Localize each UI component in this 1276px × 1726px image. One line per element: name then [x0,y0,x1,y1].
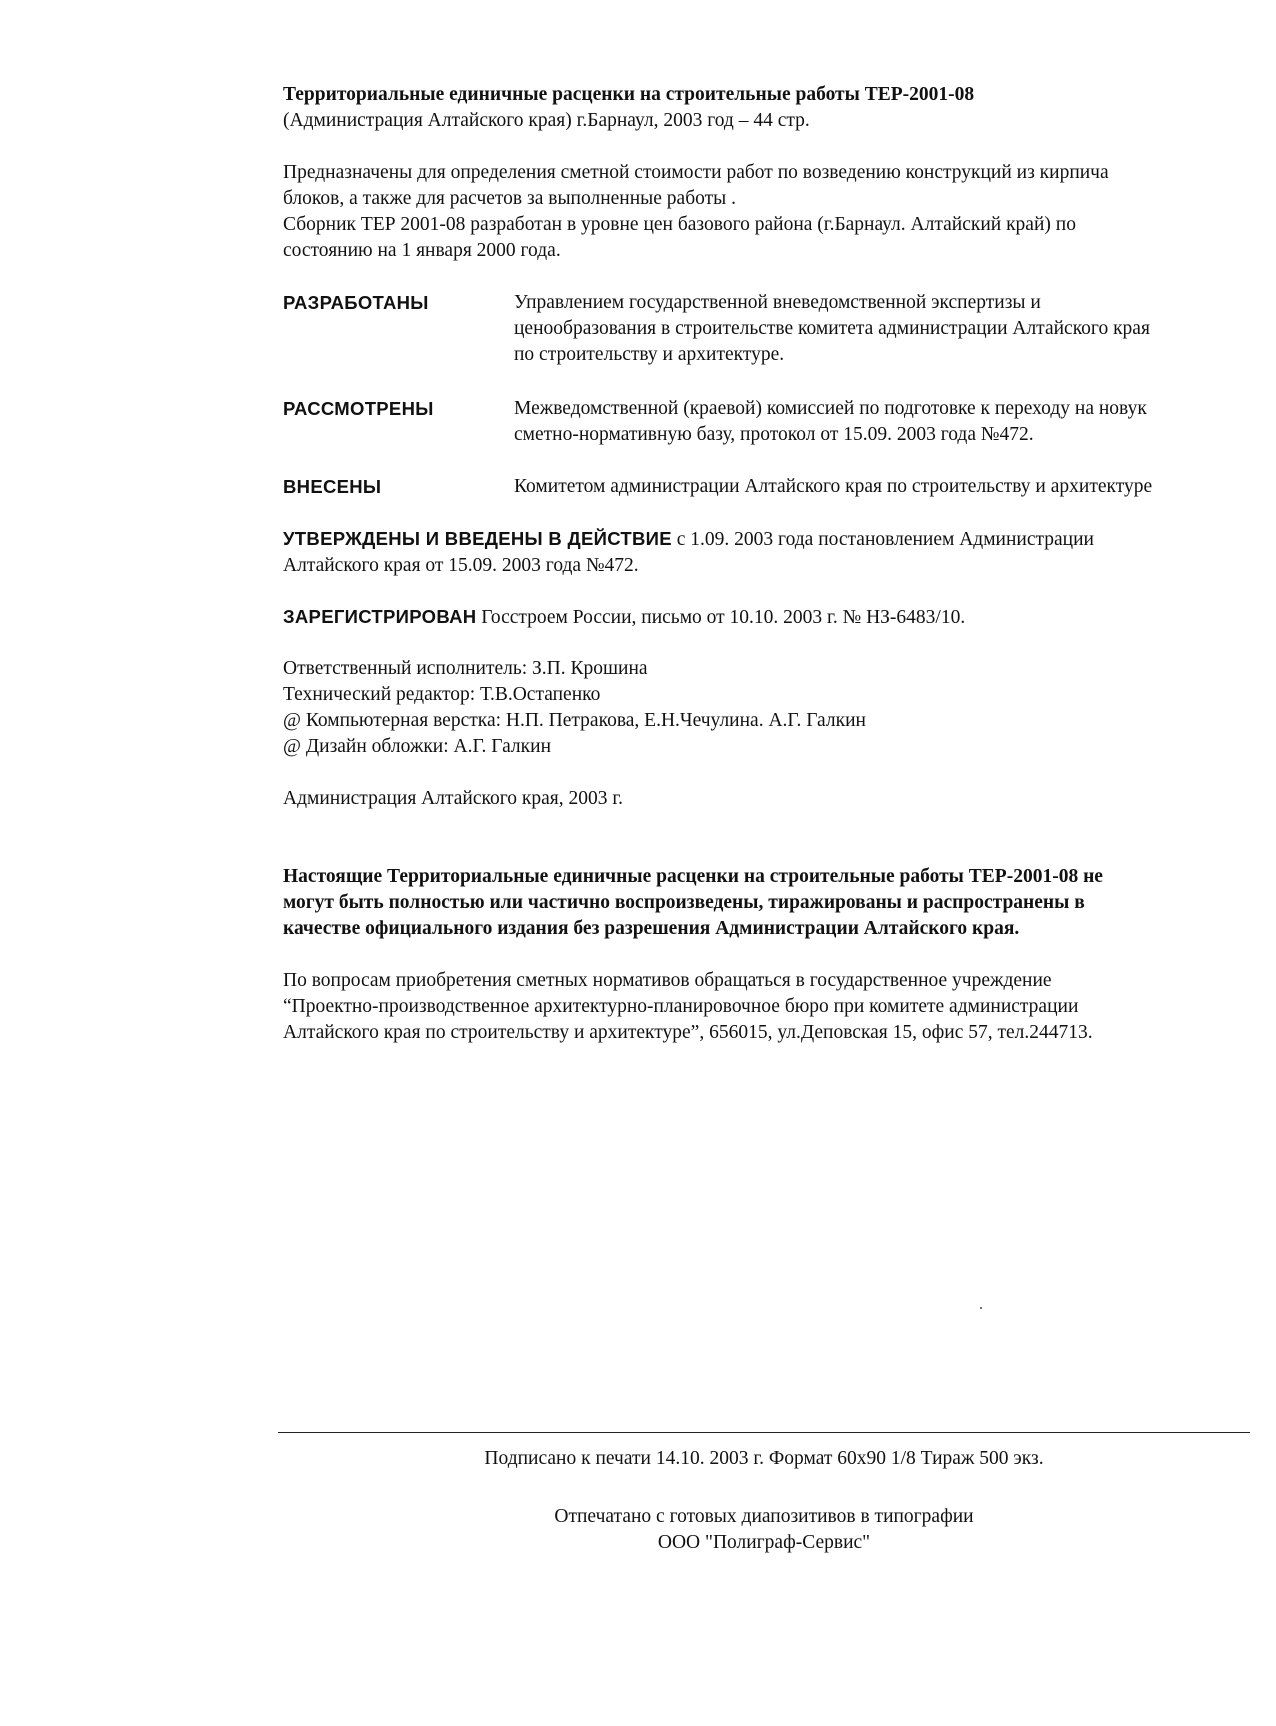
credit-layout: @ Компьютерная верстка: Н.П. Петракова, Е.Н.Чечулина. А.Г. Галкин [283,710,866,731]
approved-paragraph [283,526,1258,579]
imprint-printed-2: ООО "Полиграф-Сервис" [657,1532,871,1553]
developed-description [514,290,1259,368]
developed-label: РАЗРАБОТАНЫ [283,292,429,313]
registered-label: ЗАРЕГИСТРИРОВАН [283,606,477,627]
submitted-description [514,474,1259,500]
imprint-printed-1: Отпечатано с готовых диапозитивов в типографии [554,1506,974,1527]
intro-line-2: блоков, а также для расчетов за выполненные работы . [283,188,736,209]
credit-editor: Технический редактор: Т.В.Остапенко [283,684,601,705]
imprint-divider [278,1432,1250,1433]
scan-speck [980,1307,982,1309]
contact-line-3: Алтайского края по строительству и архитектуре”, 656015, ул.Деповская 15, офис 57, тел.244713. [283,1022,1093,1043]
credits-list [283,656,1258,760]
contact-line-1: По вопросам приобретения сметных нормативов обращаться в государственное учреждение [283,970,1052,991]
reviewed-label: РАССМОТРЕНЫ [283,398,434,419]
notice-line-2: могут быть полностью или частично воспроизведены, тиражированы и распространены в [283,892,1085,913]
contact-paragraph [283,968,1258,1046]
copyright-line: Администрация Алтайского края, 2003 г. [283,788,624,809]
developed-line-3: по строительству и архитектуре. [514,344,785,365]
document-subtitle: (Администрация Алтайского края) г.Барнаул, 2003 год – 44 стр. [283,110,810,131]
notice-line-1: Настоящие Территориальные единичные расценки на строительные работы ТЕР-2001-08 не [283,866,1103,887]
reviewed-description [514,396,1259,448]
approved-line-1 [283,526,1258,553]
developed-line-1: Управлением государственной вневедомственной экспертизы и [514,292,1041,313]
approved-text-2: Алтайского края от 15.09. 2003 года №472. [283,555,639,576]
submitted-line-1: Комитетом администрации Алтайского края по строительству и архитектуре [514,476,1153,497]
intro-paragraph [283,160,1258,264]
registered-text: Госстроем России, письмо от 10.10. 2003 г. № НЗ-6483/10. [476,607,966,628]
developed-line-2: ценообразования в строительстве комитета администрации Алтайского края [514,318,1150,339]
submitted-label: ВНЕСЕНЫ [283,476,382,497]
intro-line-3: Сборник ТЕР 2001-08 разработан в уровне цен базового района (г.Барнаул. Алтайский край) по [283,214,1076,235]
notice-line-3: качестве официального издания без разрешения Администрации Алтайского края. [283,918,1020,939]
intro-line-4: состоянию на 1 января 2000 года. [283,240,561,261]
intro-line-1: Предназначены для определения сметной стоимости работ по возведению конструкций из кирпича [283,162,1109,183]
approved-label: УТВЕРЖДЕНЫ И ВВЕДЕНЫ В ДЕЙСТВИЕ [283,528,672,549]
approved-text-1: с 1.09. 2003 года постановлением Администрации [671,529,1094,550]
credit-cover-design: @ Дизайн обложки: А.Г. Галкин [283,736,552,757]
reviewed-line-1: Межведомственной (краевой) комиссией по подготовке к переходу на новук [514,398,1147,419]
legal-notice [283,864,1258,942]
credit-responsible: Ответственный исполнитель: З.П. Крошина [283,658,648,679]
document-title: Территориальные единичные расценки на строительные работы ТЕР-2001-08 [283,84,975,105]
imprint-signed: Подписано к печати 14.10. 2003 г. Формат 60х90 1/8 Тираж 500 экз. [484,1448,1044,1469]
registered-paragraph [283,604,1258,631]
contact-line-2: “Проектно-производственное архитектурно-планировочное бюро при комитете администрации [283,996,1079,1017]
reviewed-line-2: сметно-нормативную базу, протокол от 15.09. 2003 года №472. [514,424,1034,445]
